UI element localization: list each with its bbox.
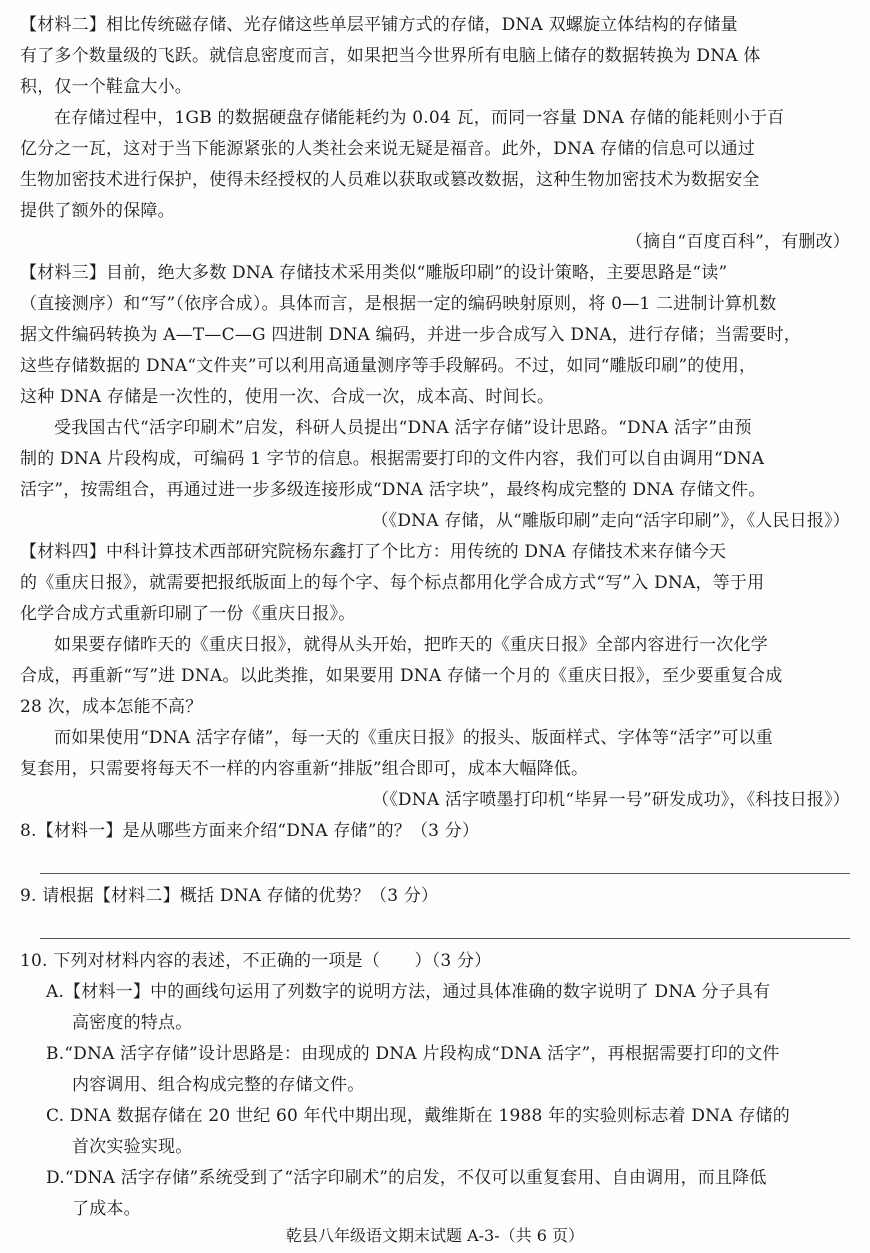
question-10: 10. 下列对材料内容的表述，不正确的一项是（ ）（3 分）	[20, 951, 492, 971]
material-4-source: （《DNA 活字喷墨打印机“毕昇一号”研发成功》，《科技日报》）	[372, 790, 850, 810]
material-3-line-5: 这种 DNA 存储是一次性的，使用一次、合成一次，成本高、时间长。	[20, 387, 555, 407]
question-9: 9. 请根据【材料二】概括 DNA 存储的优势？（3 分）	[20, 886, 439, 906]
material-4-para2-line-1: 如果要存储昨天的《重庆日报》，就得从头开始，把昨天的《重庆日报》全部内容进行一次化学	[54, 635, 768, 655]
option-b[interactable]: B.“DNA 活字存储”设计思路是：由现成的 DNA 片段构成“DNA 活字”，再根据需要打印的文件	[46, 1044, 780, 1064]
material-2-line-3: 积，仅一个鞋盒大小。	[20, 77, 192, 97]
option-a-continued: 高密度的特点。	[72, 1013, 193, 1033]
material-2-line-2: 有了多个数量级的飞跃。就信息密度而言，如果把当今世界所有电脑上储存的数据转换为 DNA 体	[20, 46, 761, 66]
material-2-para2-line-4: 提供了额外的保障。	[20, 201, 175, 221]
option-c[interactable]: C. DNA 数据存储在 20 世纪 60 年代中期出现，戴维斯在 1988 年的实验则标志着 DNA 存储的	[46, 1106, 790, 1126]
material-4-line-1: 【材料四】中科计算技术西部研究院杨东鑫打了个比方：用传统的 DNA 存储技术来存储今天	[20, 542, 727, 562]
option-c-continued: 首次实验实现。	[72, 1137, 193, 1157]
option-d[interactable]: D.“DNA 活字存储”系统受到了“活字印刷术”的启发，不仅可以重复套用、自由调用，而且降低	[46, 1168, 767, 1188]
material-3-line-3: 据文件编码转换为 A—T—C—G 四进制 DNA 编码，并进一步合成写入 DNA，进行存储；当需要时，	[20, 325, 801, 345]
option-b-continued: 内容调用、组合构成完整的存储文件。	[72, 1075, 365, 1095]
material-2-para2-line-3: 生物加密技术进行保护，使得未经授权的人员难以获取或篡改数据，这种生物加密技术为数据安全	[20, 170, 760, 190]
material-3-line-2: （直接测序）和“写”（依序合成）。具体而言，是根据一定的编码映射原则，将 0—1 二进制计算机数	[20, 294, 777, 314]
question-8: 8.【材料一】是从哪些方面来介绍“DNA 存储”的？（3 分）	[20, 821, 480, 841]
material-3-source: （《DNA 存储，从“雕版印刷”走向“活字印刷”》，《人民日报》）	[371, 511, 850, 531]
answer-line-q8[interactable]	[40, 873, 850, 874]
material-2-source: （摘自“百度百科”，有删改）	[625, 232, 850, 252]
material-4-line-2: 的《重庆日报》，就需要把报纸版面上的每个字、每个标点都用化学合成方式“写”入 DNA，等于用	[20, 573, 765, 593]
material-4-para3-line-1: 而如果使用“DNA 活字存储”，每一天的《重庆日报》的报头、版面样式、字体等“活字”可以重	[54, 728, 773, 748]
option-d-continued: 了成本。	[72, 1199, 141, 1219]
material-4-para2-line-2: 合成，再重新“写”进 DNA。以此类推，如果要用 DNA 存储一个月的《重庆日报》，至少要重复合成	[20, 666, 783, 686]
material-3-para2-line-2: 制的 DNA 片段构成，可编码 1 字节的信息。根据需要打印的文件内容，我们可以自由调用“DNA	[20, 449, 765, 469]
answer-line-q9[interactable]	[40, 938, 850, 939]
material-2-para2-line-2: 亿分之一瓦，这对于当下能源紧张的人类社会来说无疑是福音。此外，DNA 存储的信息可以通过	[20, 139, 755, 159]
material-4-line-3: 化学合成方式重新印刷了一份《重庆日报》。	[20, 604, 356, 624]
option-a[interactable]: A.【材料一】中的画线句运用了列数字的说明方法，通过具体准确的数字说明了 DNA 分子具有	[46, 982, 771, 1002]
material-2-para2-line-1: 在存储过程中，1GB 的数据硬盘存储能耗约为 0.04 瓦，而同一容量 DNA 存储的能耗则小于百	[54, 108, 785, 128]
material-3-line-1: 【材料三】目前，绝大多数 DNA 存储技术采用类似“雕版印刷”的设计策略，主要思路是“读”	[20, 263, 728, 283]
material-3-line-4: 这些存储数据的 DNA“文件夹”可以利用高通量测序等手段解码。不过，如同“雕版印刷”的使用，	[20, 356, 757, 376]
material-4-para3-line-2: 复套用，只需要将每天不一样的内容重新“排版”组合即可，成本大幅降低。	[20, 759, 589, 779]
material-4-para2-line-3: 28 次，成本怎能不高？	[20, 697, 203, 717]
material-3-para2-line-1: 受我国古代“活字印刷术”启发，科研人员提出“DNA 活字存储”设计思路。“DNA 活字”由预	[54, 418, 752, 438]
material-2-line-1: 【材料二】相比传统磁存储、光存储这些单层平铺方式的存储，DNA 双螺旋立体结构的存储量	[20, 15, 738, 35]
page-footer: 乾县八年级语文期末试题 A-3-（共 6 页）	[286, 1226, 584, 1245]
material-3-para2-line-3: 活字”，按需组合，再通过进一步多级连接形成“DNA 活字块”，最终构成完整的 DNA 存储文件。	[20, 480, 766, 500]
